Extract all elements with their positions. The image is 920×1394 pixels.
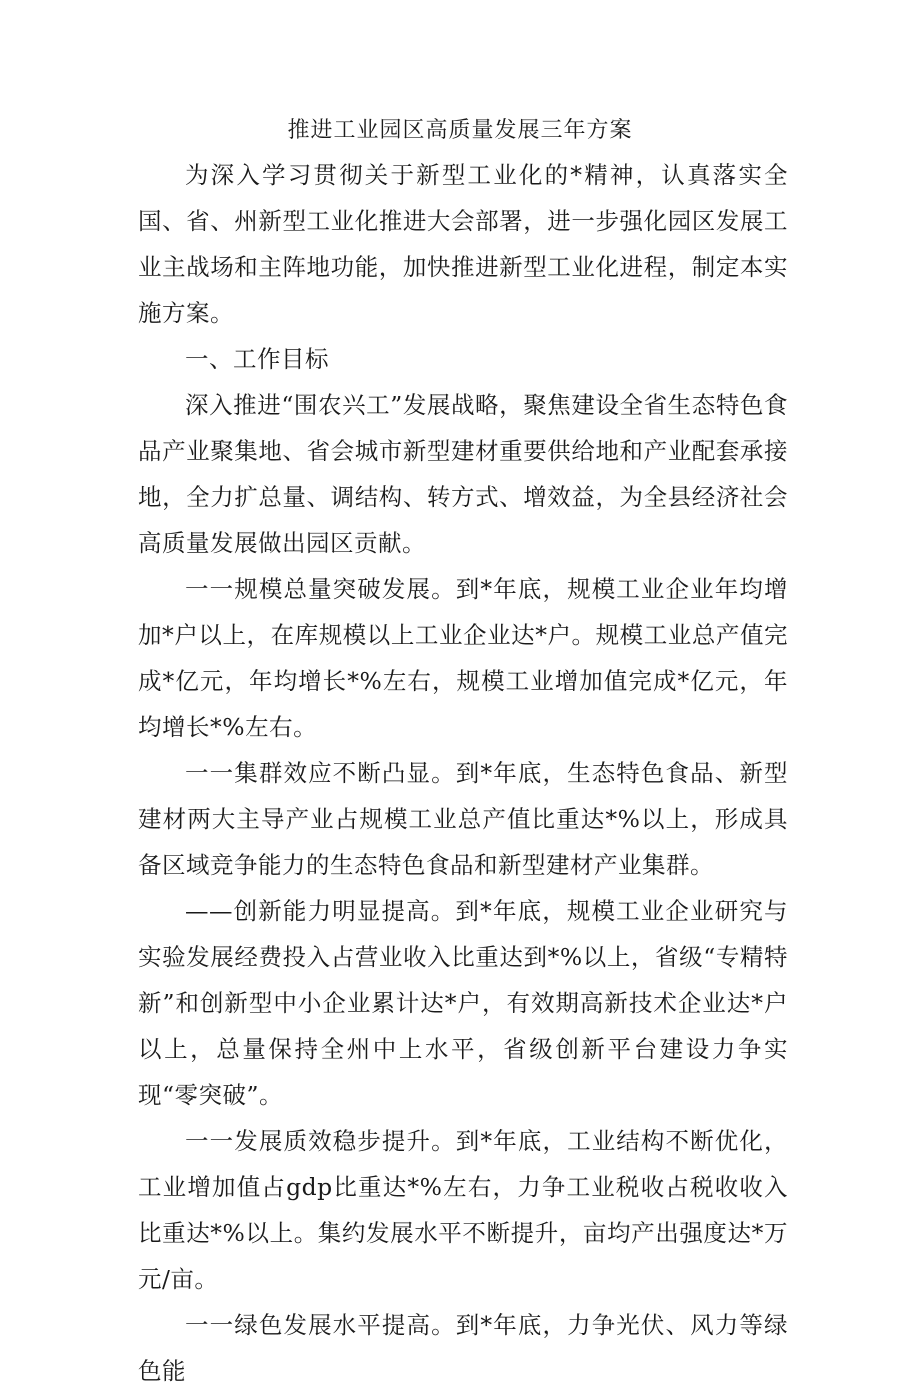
strategy-paragraph: 深入推进“围农兴工”发展战略，聚焦建设全省生态特色食品产业聚集地、省会城市新型建材重要供给地和产业配套承接地，全力扩总量、调结构、转方式、增效益，为全县经济社会高质量发展做出园区贡献。 xyxy=(138,391,788,557)
document-title: 推进工业园区高质量发展三年方案 xyxy=(287,118,633,143)
goal-innovation-paragraph: ——创新能力明显提高。到*年底，规模工业企业研究与实验发展经费投入占营业收入比重达到*%以上，省级“专精特新”和创新型中小企业累计达*户，有效期高新技术企业达*户以上，总量保持全州中上水平，省级创新平台建设力争实现“零突破”。 xyxy=(138,897,788,1109)
goal-scale-paragraph: 一一规模总量突破发展。到*年底，规模工业企业年均增加*户以上，在库规模以上工业企业达*户。规模工业总产值完成*亿元，年均增长*%左右，规模工业增加值完成*亿元，年均增长*%左右。 xyxy=(138,575,788,741)
goal-green-paragraph: 一一绿色发展水平提高。到*年底，力争光伏、风力等绿色能 xyxy=(138,1311,788,1385)
document-body xyxy=(138,152,788,1394)
intro-paragraph: 为深入学习贯彻关于新型工业化的*精神，认真落实全国、省、州新型工业化推进大会部署，进一步强化园区发展工业主战场和主阵地功能，加快推进新型工业化进程，制定本实施方案。 xyxy=(138,161,788,327)
goal-quality-paragraph: 一一发展质效稳步提升。到*年底，工业结构不断优化，工业增加值占gdp比重达*%左右，力争工业税收占税收收入比重达*%以上。集约发展水平不断提升，亩均产出强度达*万元/亩。 xyxy=(138,1127,788,1293)
goal-cluster-paragraph: 一一集群效应不断凸显。到*年底，生态特色食品、新型建材两大主导产业占规模工业总产值比重达*%以上，形成具备区域竞争能力的生态特色食品和新型建材产业集群。 xyxy=(138,759,788,879)
section-heading-work-goals: 一、工作目标 xyxy=(185,345,329,373)
